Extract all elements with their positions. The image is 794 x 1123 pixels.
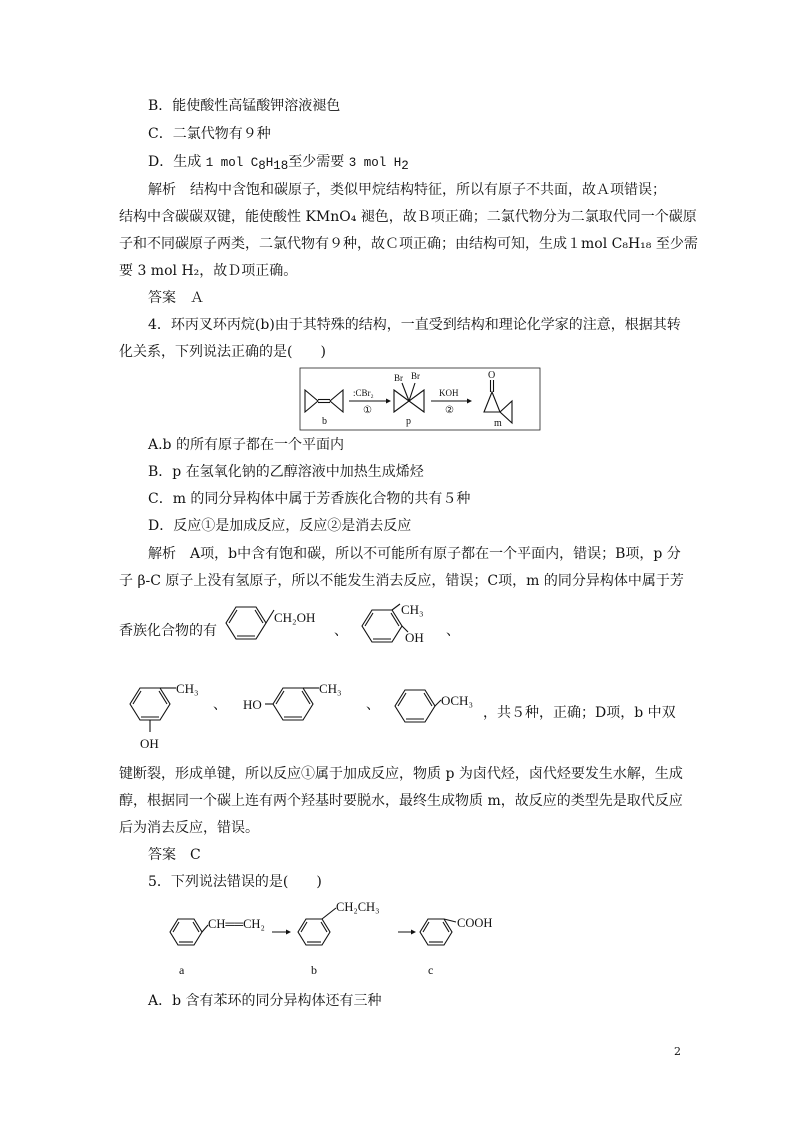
scheme-frame — [300, 368, 540, 430]
group-ethyl: CH₂CH₃ — [336, 900, 380, 914]
q4-option-c: C．m 的同分异构体中属于芳香族化合物的共有５种 — [148, 491, 471, 507]
label-b: b — [322, 416, 327, 427]
structure-o-cresol — [358, 604, 448, 654]
q5-option-a: A．b 含有苯环的同分异构体还有三种 — [148, 993, 382, 1009]
group-ch3-meta: CH₃ — [176, 681, 199, 696]
q4-reaction-scheme — [300, 368, 540, 430]
q3-option-d: D．生成 1 mol C8H18至少需要 3 mol H2 — [148, 154, 409, 173]
molecule-m — [484, 380, 512, 423]
group-ch3: CH₃ — [401, 602, 424, 617]
q4-analysis-line3: 香族化合物的有 — [119, 623, 217, 639]
q3-analysis-line3: 子和不同碳原子两类，二氯代物有９种，故Ｃ项正确；由结构可知，生成１mol C₈H₁₈ 至少需 — [119, 236, 698, 252]
label-c: c — [428, 963, 434, 977]
label-p: p — [406, 416, 411, 427]
group-cooh: COOH — [457, 916, 493, 930]
structure-p-cresol — [243, 678, 373, 728]
page-number: 2 — [674, 1045, 681, 1058]
q3-analysis-line1: 解析 结构中含饱和碳原子，类似甲烷结构特征，所以有原子不共面，故Ａ项错误； — [148, 182, 666, 198]
q3-analysis-line4: 要 3 mol H₂，故Ｄ项正确。 — [119, 263, 298, 279]
reagent-2: KOH — [439, 388, 459, 398]
q3-answer: 答案 Ａ — [148, 290, 204, 306]
reagent-1: :CBr₂ — [353, 388, 374, 398]
q5-reaction-scheme — [166, 898, 506, 978]
separator-3: 、 — [213, 697, 227, 713]
group-oh: OH — [405, 630, 424, 645]
q4-stem-line1: 4．环丙叉环丙烷(b)由于其特殊的结构，一直受到结构和理论化学家的注意，根据其转 — [148, 317, 681, 333]
molecule-b — [305, 390, 343, 412]
q3-option-c: C．二氯代物有９种 — [148, 126, 271, 142]
oxygen-m: O — [488, 370, 496, 381]
molecule-p — [394, 383, 424, 412]
q4-analysis-line5: 键断裂，形成单键，所以反应①属于加成反应，物质 p 为卤代烃，卤代烃要发生水解，生成 — [119, 766, 683, 782]
group-och3: OCH₃ — [441, 693, 473, 708]
group-ch2oh: CH₂OH — [274, 610, 316, 625]
q3-option-b: B．能使酸性高锰酸钾溶液褪色 — [148, 98, 341, 114]
q4-option-a: A.b 的所有原子都在一个平面内 — [148, 437, 344, 453]
group-ho-para: HO — [243, 697, 262, 712]
q4-option-d: D．反应①是加成反应，反应②是消去反应 — [148, 518, 412, 534]
q4-option-b: B．p 在氢氧化钠的乙醇溶液中加热生成烯烃 — [148, 464, 424, 480]
separator-1: 、 — [334, 623, 348, 639]
step-2: ② — [445, 405, 454, 416]
group-ch3-para: CH₃ — [319, 681, 342, 696]
group-vinyl: CH══CH₂ — [208, 917, 265, 931]
label-a: a — [179, 963, 185, 977]
label-b-q5: b — [311, 963, 317, 977]
structure-benzyl-alcohol — [222, 602, 332, 652]
q5-stem: 5．下列说法错误的是( ) — [148, 874, 322, 890]
separator-2: 、 — [446, 623, 460, 639]
br-1: Br — [394, 373, 403, 383]
br-2: Br — [411, 371, 420, 381]
q4-analysis-line1: 解析 A项，b中含有饱和碳，所以不可能所有原子都在一个平面内，错误；B项，p 分 — [148, 546, 681, 562]
group-oh-meta: OH — [140, 736, 159, 751]
step-1: ① — [363, 405, 372, 416]
q4-stem-line2: 化关系，下列说法正确的是( ) — [119, 344, 326, 360]
structure-anisole — [391, 684, 491, 734]
q4-analysis-line7: 后为消去反应，错误。 — [119, 820, 259, 836]
structure-m-cresol — [126, 678, 216, 756]
q3-analysis-line2: 结构中含碳碳双键，能使酸性 KMnO₄ 褪色，故Ｂ项正确；二氯代物分为二氯取代同一个碳原 — [119, 209, 697, 225]
label-m: m — [494, 418, 502, 429]
q4-analysis-line6: 醇，根据同一个碳上连有两个羟基时要脱水，最终生成物质 m，故反应的类型先是取代反应 — [119, 793, 683, 809]
separator-4: 、 — [366, 697, 380, 713]
q4-analysis-line4: ，共５种，正确；D项，b 中双 — [483, 705, 676, 721]
q4-analysis-line2: 子 β-C 原子上没有氢原子，所以不能发生消去反应，错误；C项，m 的同分异构体中属于芳 — [119, 573, 684, 589]
q4-answer: 答案 C — [148, 847, 201, 863]
